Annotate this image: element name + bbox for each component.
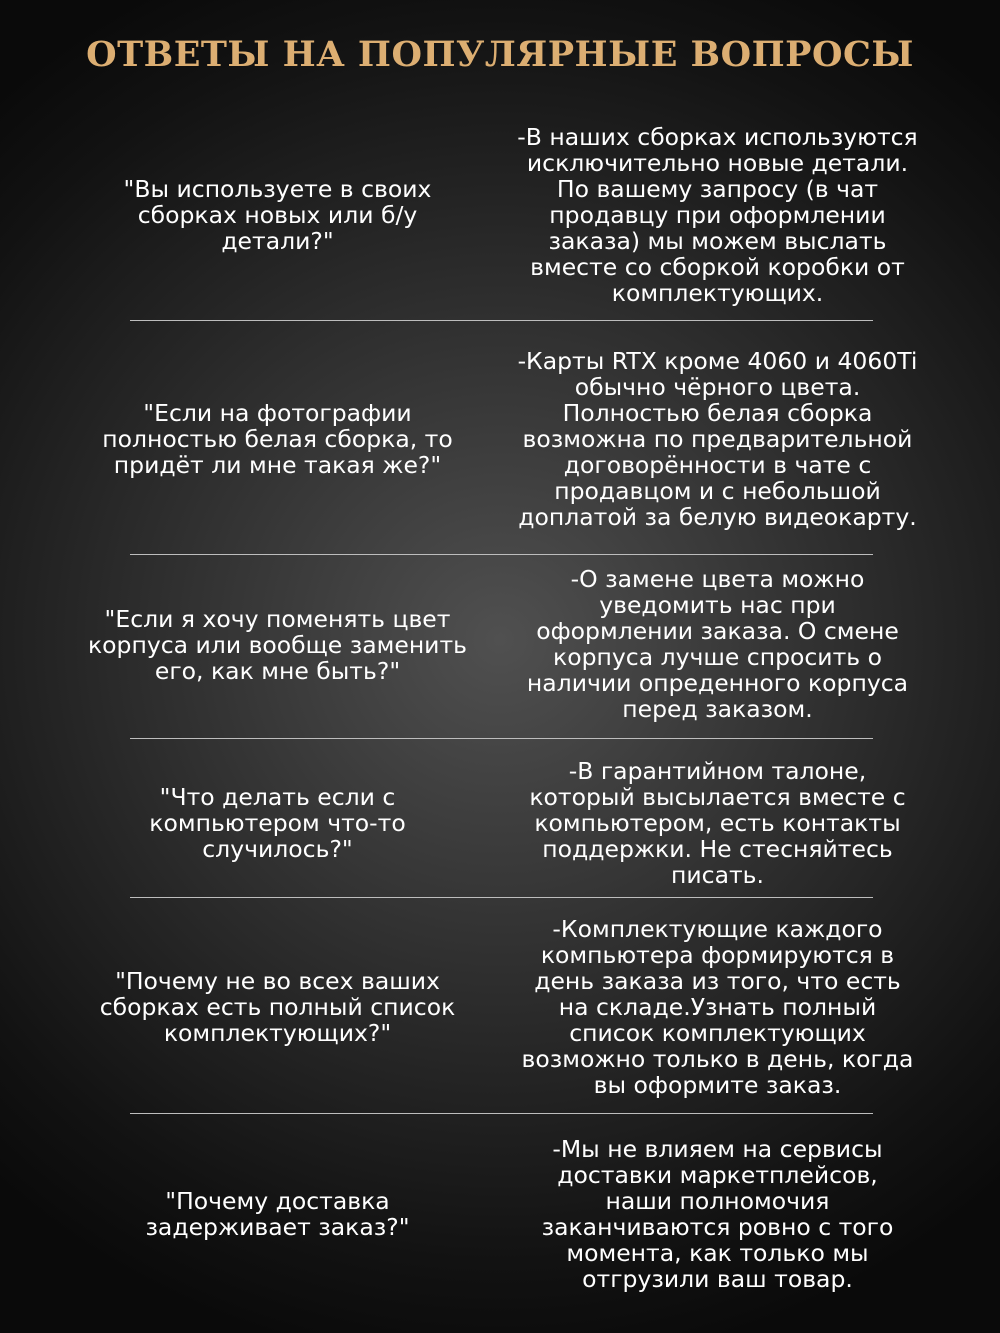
page-title: ОТВЕТЫ НА ПОПУЛЯРНЫЕ ВОПРОСЫ	[86, 34, 914, 75]
divider	[130, 897, 873, 898]
faq-question: "Вы используете в своих сборках новых или б/у детали?"	[123, 175, 432, 255]
faq-question: "Почему доставка задерживает заказ?"	[145, 1187, 410, 1241]
divider	[130, 1113, 873, 1114]
faq-answer: -О замене цвета можно уведомить нас при оформлении заказа. О смене корпуса лучше спросить о наличии опреденного корпуса перед заказом.	[526, 565, 909, 723]
faq-question: "Что делать если с компьютером что-то случилось?"	[149, 783, 406, 863]
faq-answer: -В наших сборках используются исключительно новые детали. По вашему запросу (в чат продавцу при оформлении заказа) мы можем выслать вместе со сборкой коробки от комплектующих.	[517, 123, 918, 307]
faq-answer: -Мы не влияем на сервисы доставки маркетплейсов, наши полномочия заканчиваются ровно с того момента, как только мы отгрузили ваш товар.	[541, 1135, 894, 1293]
faq-answer: -В гарантийном талоне, который высылается вместе с компьютером, есть контакты поддержки. Не стесняйтесь писать.	[529, 757, 906, 889]
faq-question: "Если я хочу поменять цвет корпуса или вообще заменить его, как мне быть?"	[87, 605, 467, 685]
divider	[130, 320, 873, 321]
faq-answer: -Комплектующие каждого компьютера формируются в день заказа из того, что есть на складе.Узнать полный список комплектующих возможно только в день, когда вы оформите заказ.	[521, 915, 914, 1099]
faq-question: "Почему не во всех ваших сборках есть полный список комплектующих?"	[99, 967, 456, 1047]
faq-question: "Если на фотографии полностью белая сборка, то придёт ли мне такая же?"	[102, 399, 453, 479]
divider	[130, 554, 873, 555]
faq-answer: -Карты RTX кроме 4060 и 4060Ti обычно чёрного цвета. Полностью белая сборка возможна по предварительной договорённости в чате с продавцом и с небольшой доплатой за белую видеокарту.	[517, 347, 918, 531]
divider	[130, 738, 873, 739]
